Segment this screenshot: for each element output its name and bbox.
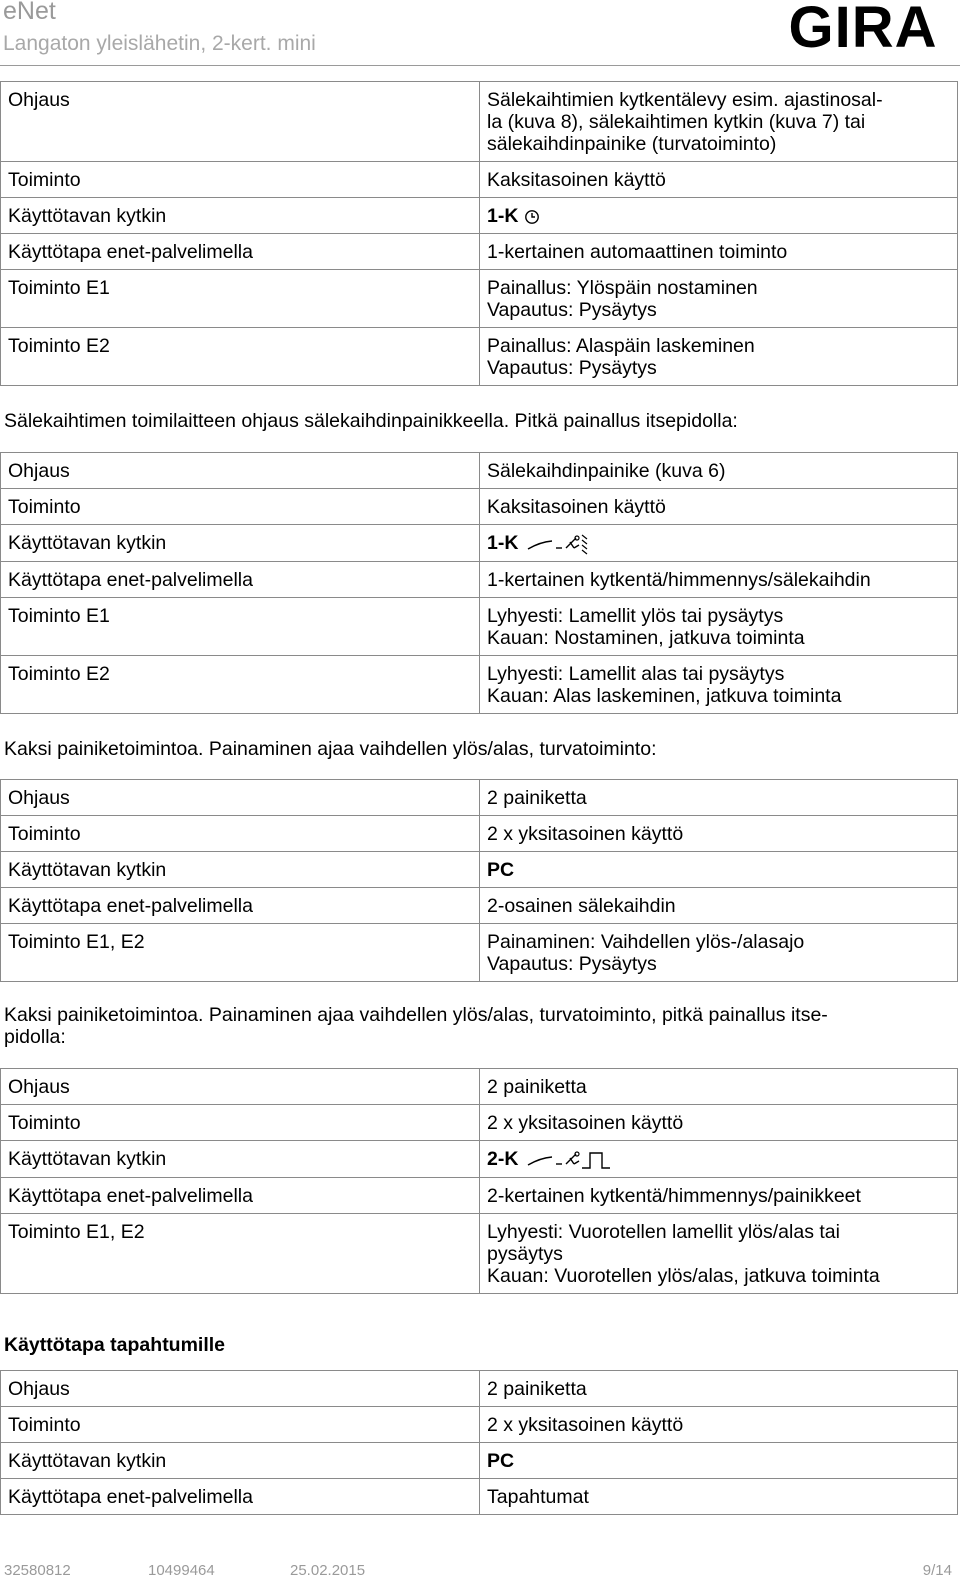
table-events (0, 1370, 958, 1515)
row-value: Lyhyesti: Vuorotellen lamellit ylös/alas tai pysäytys Kauan: Vuorotellen ylös/alas, jatkuva toiminta (480, 1213, 958, 1293)
table-row (1, 1407, 958, 1443)
table-row (1, 489, 958, 525)
table-row (1, 1479, 958, 1515)
table-row (1, 1213, 958, 1293)
table-row (1, 198, 958, 234)
row-key: Ohjaus (1, 453, 480, 489)
row-value (480, 1141, 958, 1178)
row-value: Painaminen: Vaihdellen ylös-/alasajo Vapautus: Pysäytys (480, 924, 958, 982)
table-row (1, 162, 958, 198)
row-key: Toiminto E1, E2 (1, 924, 480, 982)
table-row (1, 888, 958, 924)
row-key: Toiminto (1, 489, 480, 525)
row-value: Lyhyesti: Lamellit ylös tai pysäytys Kauan: Nostaminen, jatkuva toiminta (480, 597, 958, 655)
table-row (1, 453, 958, 489)
row-value: 1-kertainen automaattinen toiminto (480, 234, 958, 270)
row-key: Käyttötavan kytkin (1, 1141, 480, 1178)
row-key: Toiminto (1, 162, 480, 198)
row-value: 2-kertainen kytkentä/himmennys/painikkeet (480, 1177, 958, 1213)
row-value: 2 x yksitasoinen käyttö (480, 1407, 958, 1443)
row-key: Toiminto E2 (1, 328, 480, 386)
row-value: Painallus: Alaspäin laskeminen Vapautus: Pysäytys (480, 328, 958, 386)
row-key: Ohjaus (1, 1371, 480, 1407)
row-value: Sälekaihtimien kytkentälevy esim. ajastinosal- la (kuva 8), sälekaihtimen kytkin (kuva 7) tai sälekaihdinpainike (turvatoiminto) (480, 82, 958, 162)
row-key: Käyttötavan kytkin (1, 525, 480, 562)
table-two-buttons-latching (0, 1068, 958, 1294)
row-key: Käyttötavan kytkin (1, 1443, 480, 1479)
table-row (1, 1105, 958, 1141)
mode-switch-value: 2-K (487, 1148, 519, 1170)
row-value: Sälekaihdinpainike (kuva 6) (480, 453, 958, 489)
row-key: Käyttötavan kytkin (1, 198, 480, 234)
table-blind-button (0, 452, 958, 714)
row-key: Toiminto (1, 1407, 480, 1443)
row-key: Käyttötapa enet-palvelimella (1, 561, 480, 597)
row-value: 2 painiketta (480, 1069, 958, 1105)
row-key: Toiminto E1 (1, 597, 480, 655)
row-value: 2 painiketta (480, 780, 958, 816)
row-value: 2-osainen sälekaihdin (480, 888, 958, 924)
caption-two-buttons: Kaksi painiketoimintoa. Painaminen ajaa vaihdellen ylös/alas, turvatoiminto: (4, 738, 657, 760)
table-row (1, 234, 958, 270)
footer-page-number: 9/14 (922, 1562, 952, 1579)
dimming-pulse-icon (524, 1149, 616, 1171)
row-key: Toiminto E1 (1, 270, 480, 328)
table-row (1, 270, 958, 328)
row-key: Käyttötapa enet-palvelimella (1, 1177, 480, 1213)
table-row (1, 525, 958, 562)
mode-switch-value: 1-K (487, 532, 519, 554)
table-row (1, 82, 958, 162)
row-value: 2 x yksitasoinen käyttö (480, 1105, 958, 1141)
row-value (480, 525, 958, 562)
table-two-buttons (0, 779, 958, 982)
row-key: Toiminto (1, 816, 480, 852)
footer-article-number: 32580812 (4, 1562, 71, 1579)
gira-logo (772, 2, 954, 52)
footer-document-number: 10499464 (148, 1562, 215, 1579)
mode-switch-value: 1-K (487, 205, 519, 227)
table-row (1, 780, 958, 816)
table-row (1, 1141, 958, 1178)
row-value: 2 x yksitasoinen käyttö (480, 816, 958, 852)
row-key: Toiminto E2 (1, 655, 480, 713)
row-key: Toiminto (1, 1105, 480, 1141)
row-key: Ohjaus (1, 780, 480, 816)
table-row (1, 561, 958, 597)
row-value: 2 painiketta (480, 1371, 958, 1407)
table-row (1, 1177, 958, 1213)
dimming-blind-icon (524, 533, 606, 555)
section-heading: Käyttötapa tapahtumille (4, 1334, 226, 1356)
table-row (1, 1443, 958, 1479)
row-key: Käyttötapa enet-palvelimella (1, 1479, 480, 1515)
row-value: Kaksitasoinen käyttö (480, 489, 958, 525)
caption-two-buttons-latching: Kaksi painiketoimintoa. Painaminen ajaa vaihdellen ylös/alas, turvatoiminto, pitkä painallus itse- pidolla: (4, 1004, 828, 1048)
row-value: Kaksitasoinen käyttö (480, 162, 958, 198)
row-value: 1-kertainen kytkentä/himmennys/sälekaihdin (480, 561, 958, 597)
table-row (1, 597, 958, 655)
brand-wordmark: GIRA (788, 2, 938, 52)
row-value: Lyhyesti: Lamellit alas tai pysäytys Kauan: Alas laskeminen, jatkuva toiminta (480, 655, 958, 713)
table-row (1, 1371, 958, 1407)
row-key: Ohjaus (1, 82, 480, 162)
row-value: PC (480, 852, 958, 888)
table-row (1, 1069, 958, 1105)
header-title: eNet (3, 0, 56, 25)
row-key: Käyttötapa enet-palvelimella (1, 888, 480, 924)
row-value: Painallus: Ylöspäin nostaminen Vapautus: Pysäytys (480, 270, 958, 328)
row-key: Käyttötapa enet-palvelimella (1, 234, 480, 270)
row-value: PC (480, 1443, 958, 1479)
header-rule (0, 65, 960, 66)
row-key: Ohjaus (1, 1069, 480, 1105)
table-row (1, 655, 958, 713)
row-key: Toiminto E1, E2 (1, 1213, 480, 1293)
caption-blind-button: Sälekaihtimen toimilaitteen ohjaus sälekaihdinpainikkeella. Pitkä painallus itsepidolla: (4, 410, 738, 432)
table-row (1, 816, 958, 852)
table-row (1, 924, 958, 982)
row-value: Tapahtumat (480, 1479, 958, 1515)
footer-date: 25.02.2015 (290, 1562, 366, 1579)
table-blind-switch (0, 81, 958, 386)
table-row (1, 328, 958, 386)
row-key: Käyttötavan kytkin (1, 852, 480, 888)
header-subtitle: Langaton yleislähetin, 2-kert. mini (3, 32, 316, 55)
table-row (1, 852, 958, 888)
row-value (480, 198, 958, 234)
clock-icon (524, 209, 540, 225)
